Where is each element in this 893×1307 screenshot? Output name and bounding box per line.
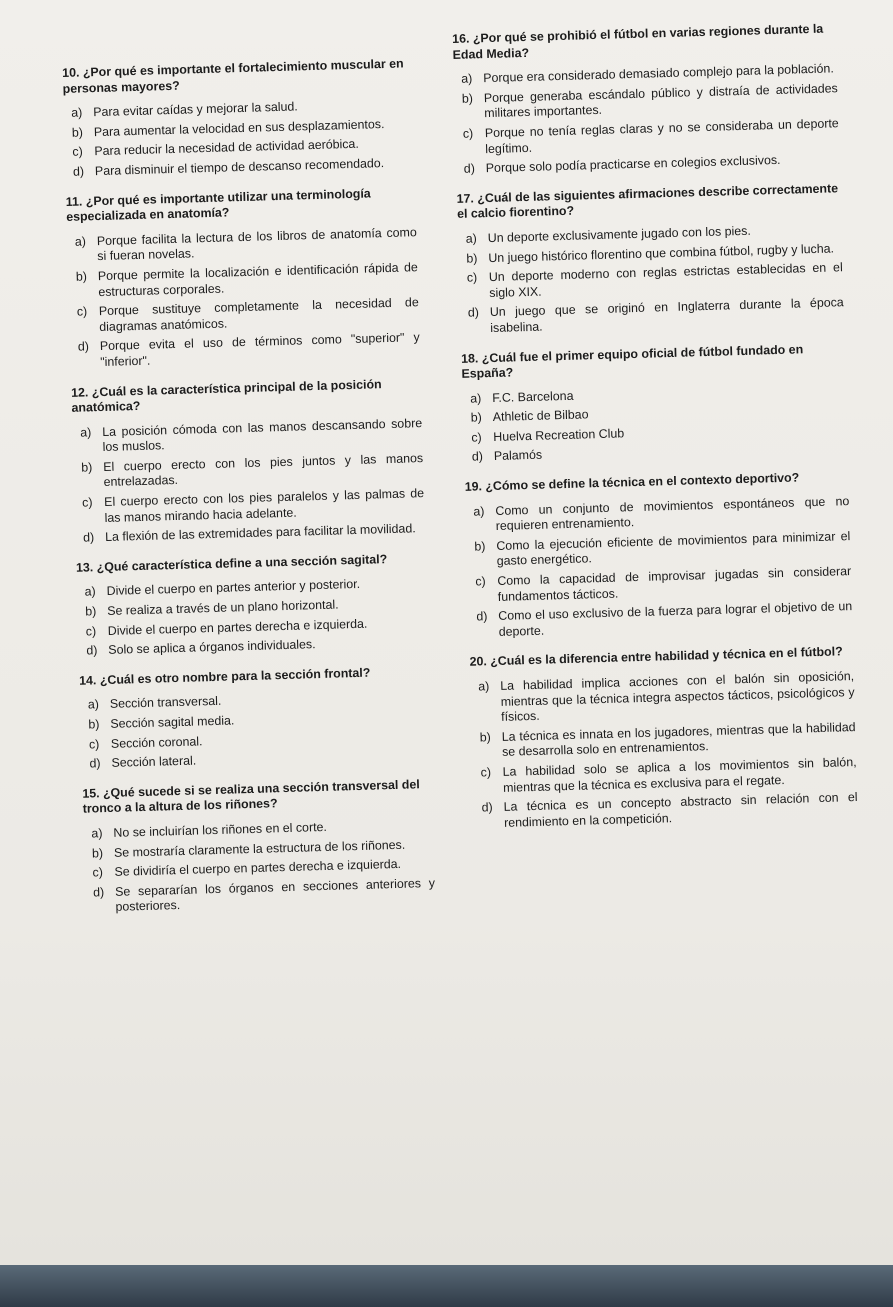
option-b: b) El cuerpo erecto con los pies juntos y las manos entrelazadas. — [81, 450, 424, 490]
option-b: b) Para aumentar la velocidad en sus desplazamientos. — [71, 116, 385, 140]
question-title: 17. ¿Cuál de las siguientes afirmaciones describe correctamente el calcio fiorentino? — [456, 181, 839, 222]
question-title: 12. ¿Cuál es la característica principal de la posición anatómica? — [70, 376, 382, 415]
option-b: b) Porque permite la localización e identificación rápida de estructuras corporales. — [75, 260, 418, 299]
option-b: b) Se mostraría claramente la estructura de los riñones. — [91, 837, 406, 861]
question-15 — [82, 777, 435, 917]
option-b: b) Porque generaba escándalo público y distraía de actividades militares importantes. — [461, 81, 838, 121]
question-title: 20. ¿Cuál es la diferencia entre habilidad y técnica en el fútbol? — [469, 644, 843, 670]
option-b: b) Un juego histórico florentino que combina fútbol, rugby y lucha. — [466, 240, 835, 266]
option-a: a) Divide el cuerpo en partes anterior y posterior. — [84, 577, 361, 600]
option-b: b) Como la ejecución eficiente de movimientos para minimizar el gasto energético. — [474, 528, 851, 569]
option-a: a) Para evitar caídas y mejorar la salud. — [71, 99, 298, 120]
question-title: 19. ¿Cómo se define la técnica en el contexto deportivo? — [464, 470, 800, 494]
option-c: c) La habilidad solo se aplica a los movimientos sin balón, mientras que la técnica es exclusiva para el regate. — [480, 754, 857, 795]
option-a: a) La habilidad implica acciones con el balón sin oposición, mientras que la técnica integra aspectos tácticos, psicológicos y físicos. — [478, 669, 855, 725]
option-a: a) Como un conjunto de movimientos espontáneos que no requieren entrenamiento. — [473, 493, 850, 534]
question-title: 18. ¿Cuál fue el primer equipo oficial de fútbol fundado en España? — [460, 341, 804, 381]
option-a: a) Porque era considerado demasiado complejo para la población. — [461, 61, 834, 86]
option-d: d) Sección lateral. — [89, 753, 197, 771]
option-c: c) Huelva Recreation Club — [471, 426, 625, 445]
question-title: 10. ¿Por qué es importante el fortalecimiento muscular en personas mayores? — [62, 56, 404, 96]
question-17 — [456, 181, 844, 337]
question-18 — [461, 341, 848, 466]
question-title: 15. ¿Qué sucede si se realiza una sección transversal del tronco a la altura de los riñones? — [82, 777, 420, 817]
question-19 — [465, 469, 853, 641]
question-title: 14. ¿Cuál es otro nombre para la sección frontal? — [78, 665, 371, 688]
question-16 — [452, 21, 840, 177]
option-c: c) El cuerpo erecto con los pies paralelos y las palmas de las manos mirando hacia adelante. — [82, 486, 425, 525]
option-d: d) Un juego que se originó en Inglaterra durante la época isabelina. — [467, 295, 844, 335]
question-12 — [71, 376, 425, 547]
question-title: 16. ¿Por qué se prohibió el fútbol en varias regiones durante la Edad Media? — [452, 21, 824, 62]
option-a: a) La posición cómoda con las manos descansando sobre los muslos. — [80, 415, 423, 455]
option-d: d) Palamós — [471, 448, 543, 465]
option-c: c) Sección coronal. — [88, 733, 203, 752]
option-b: b) Athletic de Bilbao — [470, 407, 589, 425]
option-d: d) Para disminuir el tiempo de descanso recomendado. — [72, 156, 385, 179]
question-13 — [76, 551, 429, 660]
option-c: c) Como la capacidad de improvisar jugadas sin considerar fundamentos tácticos. — [475, 564, 852, 604]
option-a: a) Porque facilita la lectura de los libros de anatomía como si fueran novelas. — [74, 224, 417, 264]
option-a: a) No se incluirían los riñones en el corte. — [91, 819, 328, 841]
option-c: c) Porque no tenía reglas claras y no se consideraba un deporte legítimo. — [462, 116, 839, 156]
option-b: b) La técnica es innata en los jugadores, mientras que la habilidad se desarrolla solo en entrenamientos. — [479, 719, 856, 760]
option-b: b) Se realiza a través de un plano horizontal. — [85, 597, 339, 619]
option-d: d) Porque evita el uso de términos como "superior" y "inferior". — [77, 330, 420, 369]
question-title: 11. ¿Por qué es importante utilizar una terminología especializada en anatomía? — [65, 185, 371, 225]
question-11 — [66, 185, 421, 372]
option-d: d) Solo se aplica a órganos individuales. — [86, 637, 316, 658]
background-edge — [0, 1265, 893, 1307]
option-d: d) La técnica es un concepto abstracto sin relación con el rendimiento en la competición. — [481, 790, 858, 830]
option-c: c) Divide el cuerpo en partes derecha e izquierda. — [85, 616, 368, 639]
question-20 — [469, 644, 858, 832]
option-a: a) F.C. Barcelona — [470, 388, 574, 406]
option-d: d) Porque solo podía practicarse en colegios exclusivos. — [463, 153, 781, 176]
question-title: 13. ¿Qué característica define a una sección sagital? — [75, 551, 388, 575]
option-d: d) Como el uso exclusivo de la fuerza para lograr el objetivo de un deporte. — [476, 599, 853, 639]
left-column — [62, 56, 436, 930]
option-c: c) Porque sustituye completamente la necesidad de diagramas anatómicos. — [76, 295, 419, 334]
option-c: c) Un deporte moderno con reglas estrictas establecidas en el siglo XIX. — [466, 260, 843, 300]
question-10 — [62, 56, 415, 180]
option-c: c) Para reducir la necesidad de actividad aeróbica. — [72, 137, 359, 160]
option-d: d) Se separarían los órganos en secciones anteriores y posteriores. — [92, 875, 436, 915]
question-14 — [79, 664, 432, 773]
option-c: c) Se dividiría el cuerpo en partes derecha e izquierda. — [92, 857, 402, 880]
option-a: a) Un deporte exclusivamente jugado con los pies. — [465, 223, 751, 246]
right-column — [452, 21, 859, 846]
option-d: d) La flexión de las extremidades para facilitar la movilidad. — [82, 521, 416, 545]
option-b: b) Sección sagital media. — [88, 713, 235, 732]
option-a: a) Sección transversal. — [87, 694, 222, 712]
